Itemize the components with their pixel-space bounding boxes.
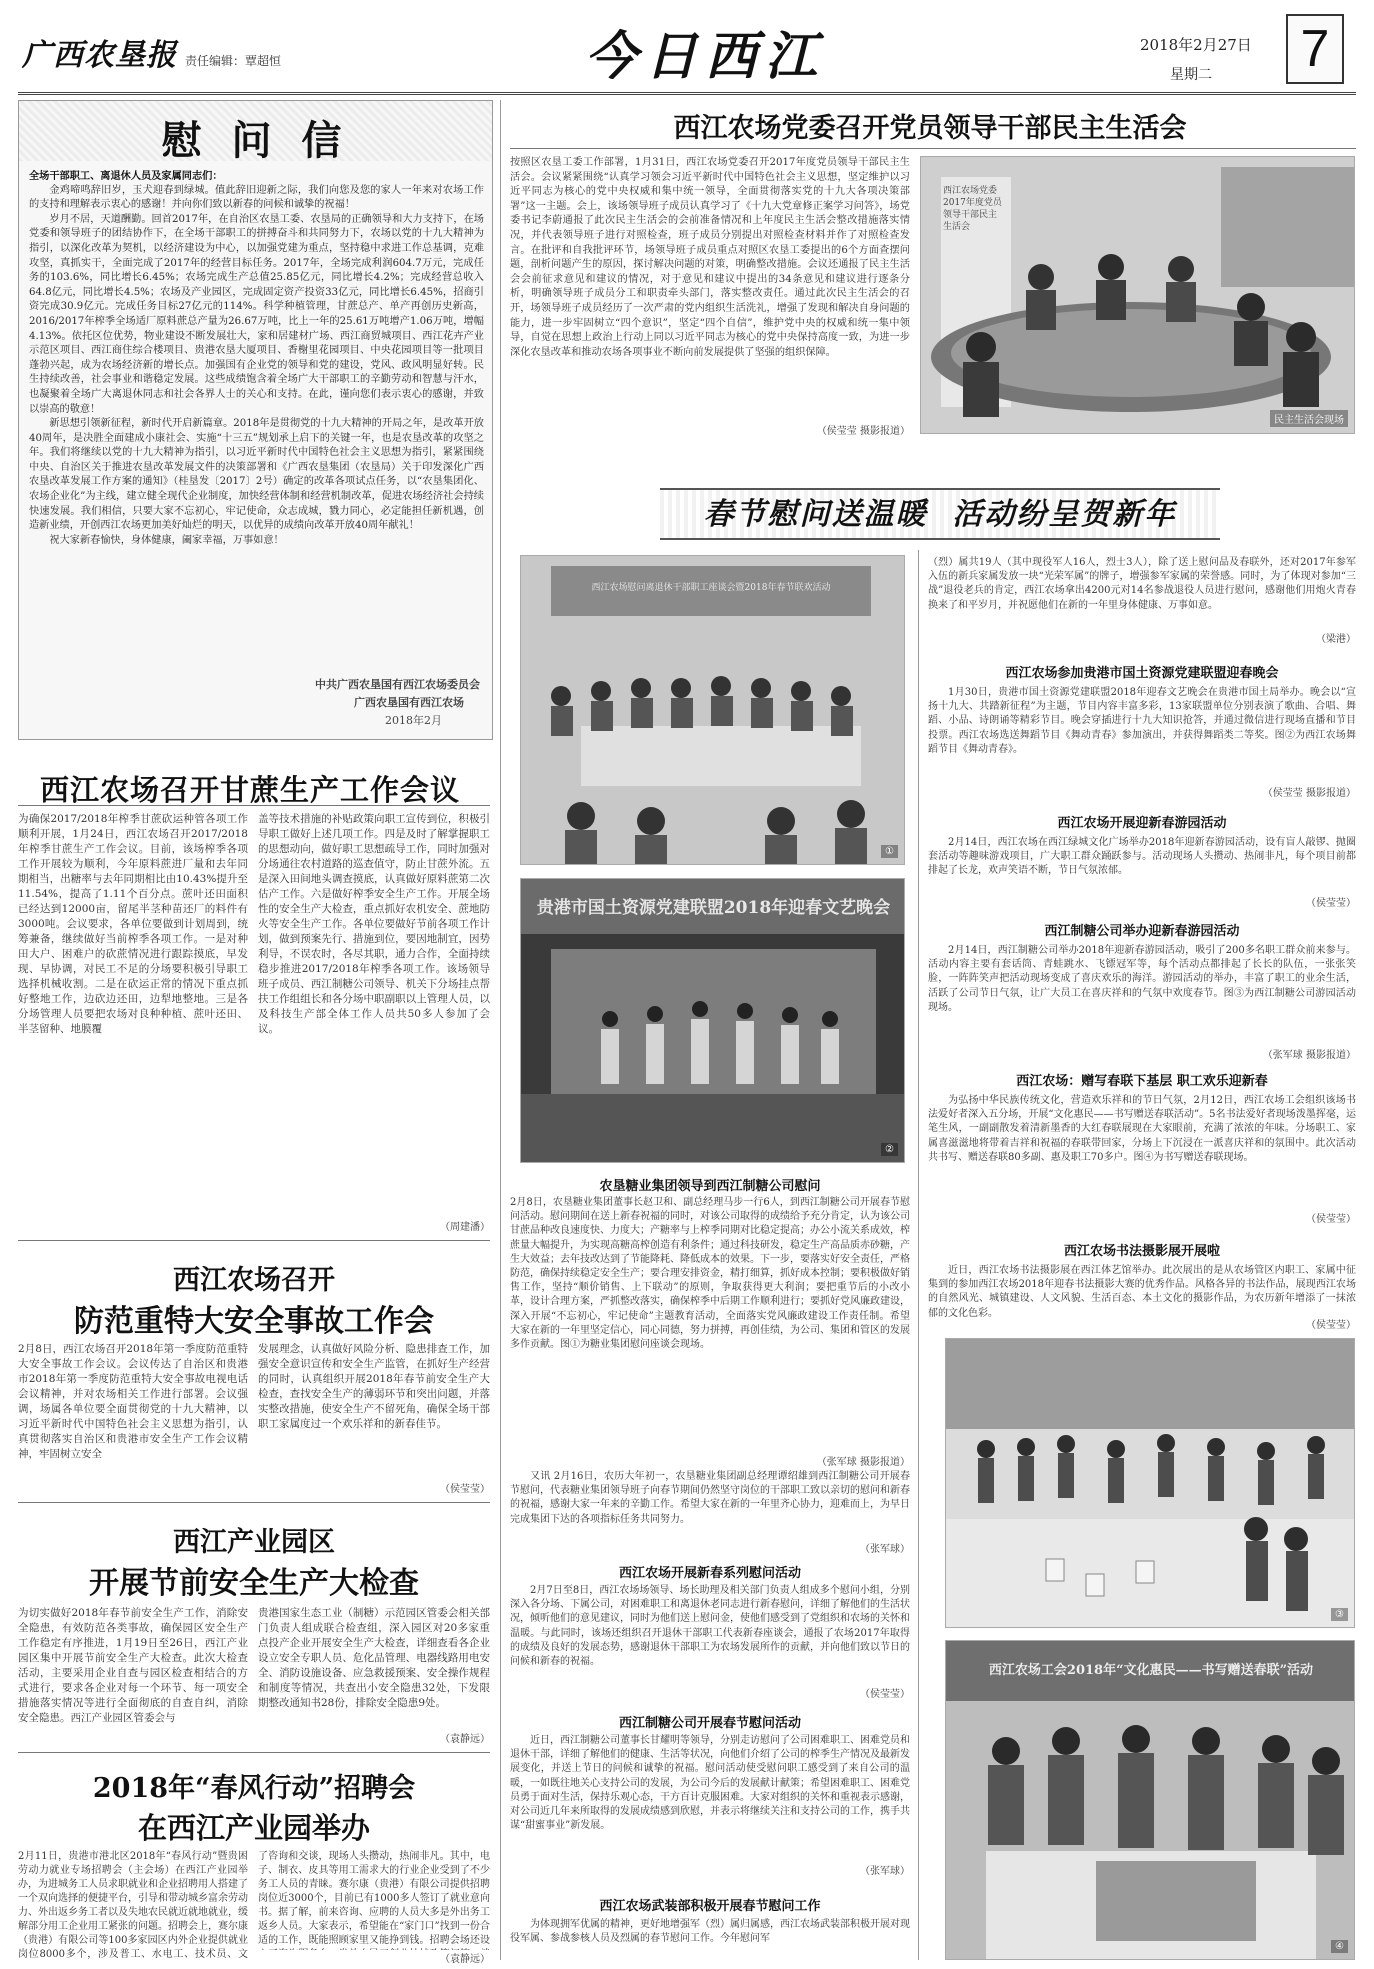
sugar-col-2: 盖等技术措施的补贴政策向职工宣传到位，积极引导职工做好上述几项工作。四是及时了解掌握职工的思想动向，做好职工思想疏导工作，同时加强对分场通往农村道路的巡查值守，防止甘蔗外流。五是深入田间地头调查摸底，认真做好原料蔗第二次估产工作。六是做好榨季安全生产工作。开展全场性的安全生产大检查，重点抓好农机安全、蔗地防火等安全生产工作。各单位要做好节前各项工作计划，做到预案先行、措施到位，要因地制宜，因势利导，不误农时，各尽其职，通力合作，全面持续稳步推进2017/2018年榨季各项工作。该场领导班子成员、西江制糖公司领导、机关下分场挂点帮扶工作组组长和各分场中职副职以上管理人员，以及科技生产部全体工作人员共50多人参加了会议。 <box>258 813 490 1035</box>
letter-signature-2: 广西农垦国有西江农场 <box>354 696 464 709</box>
recruit-byline: （袁静远） <box>440 1954 490 1965</box>
recruit-col-2: 了咨询和交谈，现场人头攒动，热闹非凡。其中，电子、制衣、皮具等用工需求大的行业企业受到了不少务工人员的青睐。赛尔康（贵港）有限公司提供招聘岗位近3000个，目前已有1000多人签订了就业意向书。据了解，前来咨询、应聘的人员大多是外出务工返乡人员。大家表示，希望能在“家门口”找到一份合适的工作，既能照顾家里又能挣到钱。招聘会场还设 <box>258 1851 490 1946</box>
calligraphy-body: 近日，西江农场书法摄影展在西江体艺馆举办。此次展出的是从农场管区内职工、家属中征集到的参加西江农场2018年迎春书法摄影大赛的优秀作品。风格各异的书法作品，展现西江农场的自然风光、城镇建设、人文风貌、生活百态、本土文化的摄影作品，为农历新年增添了一抹浓郁的文化色彩。 <box>928 1265 1356 1319</box>
series-headline: 西江农场开展新春系列慰问活动 <box>618 1566 801 1581</box>
page-number: 7 <box>1300 20 1330 78</box>
sugar-col-1: 为确保2017/2018年榨季甘蔗砍运种管各项工作顺利开展，1月24日，西江农场召开2017/2018年榨季甘蔗生产工作会议。目前，该场榨季各项工作开展较为顺利，今年原料蔗进厂量和去年同期相当，出糖率与去年同期相比由10.43%提升至11.54%，提高了1.11个百分点。蔗叶还田面积已经达到12000亩，留尾半茎种苗还厂的料件有3000吨。会议要求，各单位要做到计划周到，统筹兼备，继续做好当前榨季各项工作。一是对种田大户、困难户的砍蔗情况进行跟踪摸底，早发现、早协调，对民工不足的分场要积极引导职工选择机械收割。二是在砍运正常的情况下重点抓好整地工作，边砍边还田，边犁地整地。三是各分场管理人员要把农场对良种种植、蔗叶还田、半茎留种、地膜覆 <box>18 813 248 1035</box>
sugar-headline-rule <box>18 805 490 806</box>
letter-box <box>18 100 493 740</box>
paper-name: 广西农垦报 <box>22 38 177 73</box>
letter-signature-1: 中共广西农垦国有西江农场委员会 <box>315 678 480 691</box>
sugar-visit-scene <box>521 556 905 865</box>
letter-title: 慰 问 信 <box>161 117 350 164</box>
meeting-photo-banner: 西江农场慰问离退休干部职工座谈会暨2018年春节联欢活动 <box>591 583 831 593</box>
park-headline-1: 西江产业园区 <box>173 1527 335 1558</box>
photo-label: ② <box>881 1143 898 1156</box>
column-divider <box>918 550 919 1960</box>
sugar-visit-addendum: 又讯 2月16日，农历大年初一，农垦糖业集团副总经理谭绍雄到西江制糖公司开展春节慰问，代表糖业集团领导班子向春节期间仍然坚守岗位的干部职工致以亲切的慰问和新春的祝福，感谢大家一年来的辛勤工作。希望大家在新的一年里齐心协力，迎难而上，为早日完成集团下达的各项指标任务共同努力。 <box>510 1471 910 1525</box>
sugar-visit-photo <box>520 555 905 865</box>
letter-body <box>29 169 484 659</box>
recruit-headline-1: 2018年“春风行动”招聘会 <box>92 1773 416 1804</box>
park-headline-2: 开展节前安全生产大检查 <box>89 1566 419 1601</box>
calligraphy-byline: （侯莹莹） <box>1306 1320 1356 1331</box>
police-byline: （梁港） <box>1316 634 1356 645</box>
couplets-photo <box>945 1640 1355 1960</box>
couplets-byline: （侯莹莹） <box>1306 1214 1356 1225</box>
column-divider <box>500 100 501 1960</box>
issue-weekday: 星期二 <box>1170 67 1212 83</box>
masthead <box>0 0 1374 95</box>
gala-body: 1月30日，贵港市国土资源党建联盟2018年迎春文艺晚会在贵港市国土局举办。晚会以“宣扬十九大、共踏新征程”为主题，节目内容丰富多彩，13家联盟单位分别表演了歌曲、合唱、舞蹈、小品、诗朗诵等精彩节目。晚会穿插进行十九大知识抢答，并通过微信进行现场直播和节目投票。西江农场选送舞蹈节目《舞动青春》参加演出，并获得舞蹈类二等奖。图②为西江农场舞蹈节目《舞动青春》。 <box>928 687 1356 755</box>
safety-col-1: 2月8日，西江农场召开2018年第一季度防范重特大安全事故工作会议。会议传达了自治区和贵港市2018年第一季度防范重特大安全事故电视电话会议精神，并对农场相关工作进行部署。会议强调，场属各单位要全面贯彻党的十九大精神，以习近平新时代中国特色社会主义思想为指引，认真贯彻落实自治区和贵港市安全生产工作会议精神，牢固树立安全 <box>18 1343 248 1460</box>
sugar-co-headline: 西江制糖公司开展春节慰问活动 <box>618 1716 801 1731</box>
sugar-visit-body: 2月8日，农垦糖业集团董事长赵卫和、副总经理马步一行6人，到西江制糖公司开展春节慰问活动。慰问期间在送上新春祝福的同时，对该公司取得的成绩给予充分肯定，认为该公司甘蔗品种改良速度快、力度大；产糖率与上榨季同期对比稳定提高；办公小流关系成效，榨蔗量大幅提升，为实现高糖高榨创造有利条件；通过科技研发，稳定生产高品质赤砂糖，产生大效益；去年技改达到了节能降耗、降低成本的效果。下一步，要落实好安全责任，严格防范，确保持续稳定安全生产；要合理安排资金，精打细算，抓好成本控制；要积极做好销售工作，坚持“顺价销售、上下联动”的原则，争取获得更大利润；要把重节后的小改小革，设计合理方案，严抓整改落实，确保榨季中后期工作顺利进行；要抓好党风廉政建设，深入开展“不忘初心，牢记使命”主题教育活动，全面落实党风廉政建设工作责任制。希望大家在新的一年里坚定信心，同心同德，努力拼搏，再创佳绩，为公司、集团和管区的发展多作贡献。图①为糖业集团慰问座谈会现场。 <box>510 1197 910 1351</box>
series-body: 2月7日至8日，西江农场场领导、场长助理及相关部门负责人组成多个慰问小组，分别深入各分场、下属公司，对困难职工和离退休老同志进行新春慰问，详细了解他们的生活状况，倾听他们的意见建议，同时为他们送上慰问金，使他们感受到了党组织和农场的关怀和温暖。与此同时，该场还组织召开退休干部职工代表新春座谈会，通报了农场2017年取得的成绩及良好的发展态势，感谢退休干部职工为农场发展所作的贡献，并向他们致以节日的问候和新春的祝福。 <box>510 1585 910 1668</box>
series-byline: （侯莹莹） <box>860 1689 910 1700</box>
police-body: 为体现拥军优属的精神，更好地增强军（烈）属归属感，西江农场武装部积极开展对现役军属、参战参核人员及烈属的春节慰问工作。今年慰问军 <box>510 1919 910 1945</box>
gala-byline: （侯莹莹 摄影报道） <box>1262 788 1356 799</box>
workers-photo-banner: 西江农场工会2018年“文化惠民——书写赠送春联”活动 <box>988 1663 1314 1678</box>
garden-body: 2月14日，西江农场在西江绿城文化广场举办2018年迎新春游园活动，设有盲人敲锣、抛圈套活动等趣味游戏项目，广大职工群众踊跃参与。活动现场人头攒动、热闹非凡，每个项目前都排起了长龙，欢声笑语不断，节日气氛浓郁。 <box>928 837 1356 877</box>
sugar-co-body: 近日，西江制糖公司董事长甘耀明等领导，分别走访慰问了公司困难职工、困难党员和退休干部，详细了解他们的健康、生活等状况，向他们介绍了公司的榨季生产情况及最新发展变化，并送上节日的问候和诚挚的祝福。慰问活动使受慰问职工感受到了来自公司的温暖，一如既往地关心支持公司的发展，为公司今后的发展献计献策；希望困难职工、困难党员勇于面对生活，保持乐观心态，干方百计克服困难。大家对组织的关怀和重视表示感谢，对公司近几年来所取得的发展成绩感到欣慰，并表示将继续关注和支持公司的工作，携手共谋“甜蜜事业”新发展。 <box>510 1735 910 1832</box>
party-photo-banner: 西江农场党委2017年度党员领导干部民主生活会 <box>943 186 1002 232</box>
party-meeting-photo <box>920 156 1355 434</box>
garden-photo <box>945 1338 1355 1628</box>
gala-stage-scene <box>521 879 905 1163</box>
police-body-continued: （烈）属共19人（其中现役军人16人，烈士3人），除了送上慰问品及春联外，还对2017年参军入伍的新兵家属发放一块“光荣军属”的牌子，增强参军家属的荣誉感。同时，为了体现对参加“三战”退役老兵的肯定，西江农场拿出4200元对14名参战退役人员进行慰问，感谢他们用炮火青春换来了和平岁月，并祝愿他们在新的一年里身体健康、万事如意。 <box>928 557 1356 611</box>
safety-byline: （侯莹莹） <box>440 1484 490 1495</box>
section-title: 今日西江 <box>585 26 826 87</box>
header-rule <box>18 92 1356 95</box>
sugar-visit-addendum-byline: （张军球） <box>860 1544 910 1555</box>
sugar-garden-headline: 西江制糖公司举办迎新春游园活动 <box>1044 924 1240 939</box>
garden-crowd-scene <box>946 1339 1355 1628</box>
sugar-co-byline: （张军球） <box>860 1866 910 1877</box>
divider <box>18 1752 490 1753</box>
party-body: 按照区农垦工委工作部署，1月31日，西江农场党委召开2017年度党员领导干部民主生活会。会议紧紧围绕“认真学习领会习近平新时代中国特色社会主义思想，坚定维护以习近平同志为核心的党中央权威和集中统一领导，全面贯彻落实党的十九大各项决策部署”这一主题。会上，该场领导班子成员认真学习了《十九大党章修正案学习问答》，场党委书记李蔚通报了此次民主生活会的会前准备情况和上年度民主生活会整改措施落实情况，并代表领导班子进行对照检查，班子成员分别提出对照检查材料并作了对照检查发言。在批评和自我批评环节，场领导班子成员重点对照区农垦工委提出的6个方面查摆问题，剖析问题产生的原因，探讨解决问题的对策，明确整改措施。会议还通报了民主生活会会前征求意见和建议的情况，对于意见和建议中提出的34条意见和建议进行逐条分析，明确领导班子成员分工和职责牵头部门，落实整改责任。通过此次民主生活会的召开，场领导班子成员经历了一次严肃的党内组织生活洗礼，增强了发现和解决自身问题的能力，进一步牢固树立“四个意识”，坚定“四个自信”，维护党中央的权威和统一集中领导，自觉在思想上政治上行动上同以习近平同志为核心的党中央保持高度一致，为进一步深化农垦改革和推动农场各项事业不断向前发展提供了坚强的组织保障。 <box>510 157 910 358</box>
calligraphy-headline: 西江农场书法摄影展开展啦 <box>1063 1244 1220 1259</box>
sugar-visit-headline: 农垦糖业集团领导到西江制糖公司慰问 <box>599 1179 821 1194</box>
photo-label: ④ <box>1331 1940 1348 1953</box>
page-number-box <box>1286 14 1344 84</box>
gala-headline: 西江农场参加贵港市国土资源党建联盟迎春晚会 <box>1005 666 1279 681</box>
party-headline: 西江农场党委召开党员领导干部民主生活会 <box>673 113 1187 144</box>
photo-label: ① <box>881 845 898 858</box>
party-photo-caption: 民主生活会现场 <box>1270 410 1348 427</box>
sugar-headline: 西江农场召开甘蔗生产工作会议 <box>39 773 460 807</box>
gala-photo <box>520 878 905 1163</box>
sugar-byline: （周建潘） <box>440 1222 490 1233</box>
safety-headline-1: 西江农场召开 <box>173 1265 335 1296</box>
sugar-garden-byline: （张军球 摄影报道） <box>1262 1050 1356 1061</box>
couplets-scene <box>946 1641 1355 1960</box>
sugar-garden-body: 2月14日，西江制糖公司举办2018年迎新春游园活动，吸引了200多名职工群众前来参与。活动内容主要有套话筒、青蛙跳水、飞镖冠军等，每个活动点都排起了长长的队伍，一张张笑脸，一阵阵笑声把活动现场变成了喜庆欢乐的海洋。游园活动的举办，丰富了职工的业余生活，活跃了公司节日气氛，让广大员工在喜庆祥和的气氛中欢度春节。图③为西江制糖公司游园活动现场。 <box>928 945 1356 1013</box>
garden-headline: 西江农场开展迎新春游园活动 <box>1057 816 1227 831</box>
couplets-headline: 西江农场：赠写春联下基层 职工欢乐迎新春 <box>1016 1074 1268 1089</box>
spring-banner-text: 春节慰问送温暖 活动纷呈贺新年 <box>703 497 1177 532</box>
letter-paragraph: 新思想引领新征程，新时代开启新篇章。2018年是贯彻党的十九大精神的开局之年，是改革开放40周年，是决胜全面建成小康社会、实施“十三五”规划承上启下的关键一年，也是农垦改革的攻坚之年。我们将继续以党的十九大精神为指引，以习近平新时代中国特色社会主义思想为指引，紧紧围绕中央、自治区关于推进农垦改革发展文件的决策部署和《广西农垦集团（农垦局）关于印发深化广西农垦改革发展工作方案的通知》（桂垦发〔2017〕2号）确定的改革各项试点任务，以“农垦集团化、农场企业化”为主线，建立健全现代企业制度，加快经营体制和经营机制改革，促进农场经济社会持续快速发展。我们相信，只要大家不忘初心，牢记使命，众志成城，戮力同心，必定能担任新机遇，创造新业绩，开创西江农场更加美好灿烂的明天，以优异的成绩向改革开放40周年献礼！ <box>29 418 484 532</box>
park-byline: （袁静远） <box>440 1734 490 1745</box>
park-col-1: 为切实做好2018年春节前安全生产工作，消除安全隐患，有效防范各类事故，确保园区安全生产工作稳定有序推进，1月19日至26日，西江产业园区集中开展节前安全生产大检查。此次大检查活动，主要采用企业自查与园区检查相结合的方式进行，要求各企业对每一个环节、每一项安全措施落实情况等进行全面彻底的自查自纠，消除安全隐患。西江产业园区管委会与 <box>18 1607 248 1724</box>
issue-date: 2018年2月27日 <box>1140 36 1252 54</box>
letter-paragraph: 岁月不居，天道酬勤。回首2017年，在自治区农垦工委、农垦局的正确领导和大力支持下，在场党委和领导班子的团结协作下，在全场干部职工的拼搏奋斗和共同努力下，农场以党的十九大精神为指引，以深化改革为契机，以经济建设为中心，以加强党建为重点，坚持稳中求进工作总基调，克难攻坚，真抓实干，全面完成了2017年的经营目标任务。2017年，全场完成利润604.7万元，完成任务的103.6%，同比增长6.45%；农场完成生产总值25.85亿元，同比增长4.2%；完成经营总收入64.8亿元，同比增长4.5%；农场及产业园区，完成固定资产投资33亿元，同比增长6.45%，招商引资完成30.9亿元。完成任务目标27亿元的114%。科学种植管理，甘蔗总产、单产再创历史新高，2016/2017年榨季全场适厂原料蔗总产量为26.67万吨，比上一年的25.61万吨增产1.06万吨，增幅4.13%。依托区位优势，物业建设不断发展壮大，家和居建材广场、西江商贸城项目、西江花卉产业示范区项目、西江商住综合楼项目、贵港农垦大厦项目、香榭里花园项目、中央花园项目等一批项目蓬勃兴起，成为农场经济新的增长点。加强国有企业党的领导和党的建设，党风、政风明显好转。民生持续改善，社会事业和谐稳定发展。这些成绩饱含着全场广大干部职工的辛勤劳动和智慧与汗水，也凝聚着全场广大离退休同志和社会各界人士的关心和支持。在此，谨向您们表示衷心的感谢，并致以崇高的敬意！ <box>29 213 484 415</box>
garden-byline: （侯莹莹） <box>1306 898 1356 909</box>
safety-col-2: 发展理念，认真做好风险分析、隐患排查工作，加强安全意识宣传和安全生产监管，在抓好生产经营的同时，认真组织开展2018年春节前安全生产大检查，查找安全生产的薄弱环节和突出问题，并落实整改措施，使安全生产不留死角，确保全场干部职工家属度过一个欢乐祥和的新春佳节。 <box>258 1343 490 1430</box>
letter-signature-date: 2018年2月 <box>385 714 442 727</box>
letter-salutation: 全场干部职工、离退休人员及家属同志们： <box>29 170 223 182</box>
party-byline: （侯莹莹 摄影报道） <box>816 426 910 437</box>
sugar-visit-byline: （张军球 摄影报道） <box>816 1457 910 1468</box>
spring-banner <box>660 488 1220 540</box>
editor-credit: 责任编辑：覃超恒 <box>185 54 282 68</box>
recruit-headline-2: 在西江产业园举办 <box>137 1811 370 1845</box>
photo-label: ③ <box>1331 1608 1348 1621</box>
divider <box>18 1502 490 1503</box>
couplets-body: 为弘扬中华民族传统文化，营造欢乐祥和的节日气氛，2月12日，西江农场工会组织该场书法爱好者深入五分场，开展“文化惠民——书写赠送春联活动”。5名书法爱好者现场泼墨挥毫，运笔生风，一副副散发着清新墨香的大红春联展现在大家眼前，充满了浓浓的年味。分场职工、家属喜滋滋地将带着吉祥和祝福的春联带回家，分场上下沉浸在一派喜庆祥和的氛围中。此次活动共书写、赠送春联80多副、惠及职工70多户。图④为书写赠送春联现场。 <box>928 1095 1356 1163</box>
gala-photo-banner: 贵港市国土资源党建联盟2018年迎春文艺晚会 <box>536 898 891 918</box>
letter-paragraph: 金鸡啼鸣辞旧岁，玉犬迎春到绿城。值此辞旧迎新之际，我们向您及您的家人一年来对农场工作的支持和理解表示衷心的感谢！并向你们致以新春的问候和诚挚的祝福！ <box>29 184 484 211</box>
recruit-col-1: 2月11日，贵港市港北区2018年“春风行动”暨贵困劳动力就业专场招聘会（主会场）在西江产业园举办，为进城务工人员求职就业和企业招聘用人搭建了一个双向选择的便捷平台，引导和带动城乡富余劳动力、外出返乡务工者以及失地农民就近就地就业，缓解部分用工企业用工紧张的问题。招聘会上，赛尔康（贵港）有限公司等100多家园区内外企业提供就业岗位8000多个，涉及普工、水电工、技术员、文 <box>18 1851 248 1960</box>
park-col-2: 贵港国家生态工业（制糖）示范园区管委会相关部门负责人组成联合检查组，深入园区对20多家重点投产企业开展安全生产大检查，详细查看各企业设立安全专职人员、危化品管理、电器线路用电安全、消防设施设备、应急救援预案、安全操作规程和制度等情况，共查出小安全隐患32处，下发限期整改通知书28份，排除安全隐患9处。 <box>258 1607 490 1709</box>
party-headline-rule <box>510 148 1356 149</box>
safety-headline-2: 防范重特大安全事故工作会 <box>74 1304 434 1339</box>
divider <box>18 1240 490 1241</box>
police-headline: 西江农场武装部积极开展春节慰问工作 <box>599 1899 821 1914</box>
letter-paragraph: 祝大家新春愉快，身体健康，阖家幸福，万事如意！ <box>49 534 284 546</box>
